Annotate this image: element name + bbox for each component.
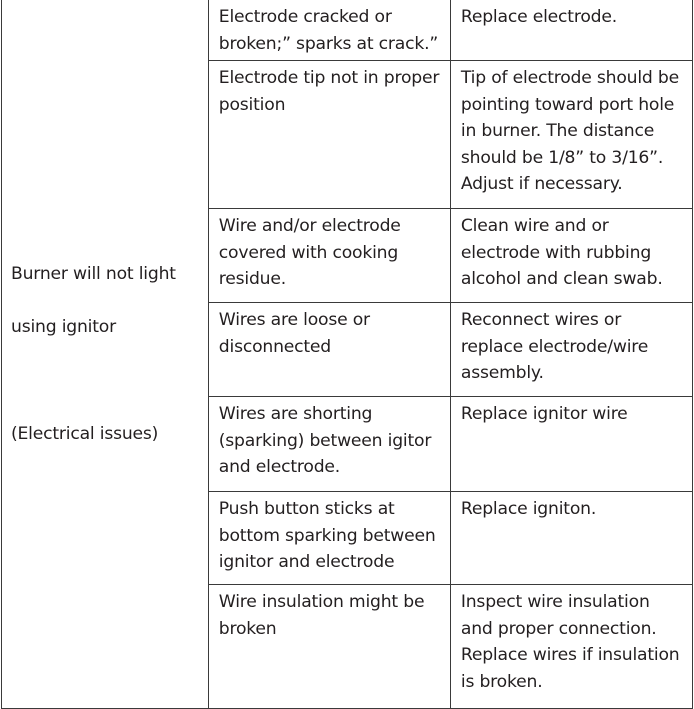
cause-cell: Wire and/or electrode covered with cooking residue. <box>208 209 450 303</box>
solution-cell: Tip of electrode should be pointing toward port hole in burner. The distance should be 1/8” to 3/16”. Adjust if necessary. <box>450 61 692 209</box>
symptom-text: using ignitor <box>11 317 116 337</box>
symptom-spacer <box>11 367 200 394</box>
symptom-category: (Electrical issues) <box>11 423 159 444</box>
table-row <box>2 0 693 61</box>
solution-cell: Replace ignitor wire <box>450 397 692 492</box>
solution-cell: Clean wire and or electrode with rubbing alcohol and clean swab. <box>450 209 692 303</box>
symptom-text: Burner will not light <box>11 264 176 284</box>
cause-cell: Electrode tip not in proper position <box>208 61 450 209</box>
cause-cell: Wires are shorting (sparking) between igitor and electrode. <box>208 397 450 492</box>
symptom-cell <box>2 0 209 709</box>
solution-cell: Reconnect wires or replace electrode/wire assembly. <box>450 303 692 397</box>
troubleshooting-table <box>1 0 693 709</box>
cause-cell: Push button sticks at bottom sparking between ignitor and electrode <box>208 492 450 585</box>
cause-cell: Wire insulation might be broken <box>208 585 450 709</box>
cause-cell: Electrode cracked or broken;” sparks at crack.” <box>208 0 450 61</box>
solution-cell: Replace electrode. <box>450 0 692 61</box>
solution-cell: Replace igniton. <box>450 492 692 585</box>
solution-cell: Inspect wire insulation and proper connection. Replace wires if insulation is broken. <box>450 585 692 709</box>
cause-cell: Wires are loose or disconnected <box>208 303 450 397</box>
